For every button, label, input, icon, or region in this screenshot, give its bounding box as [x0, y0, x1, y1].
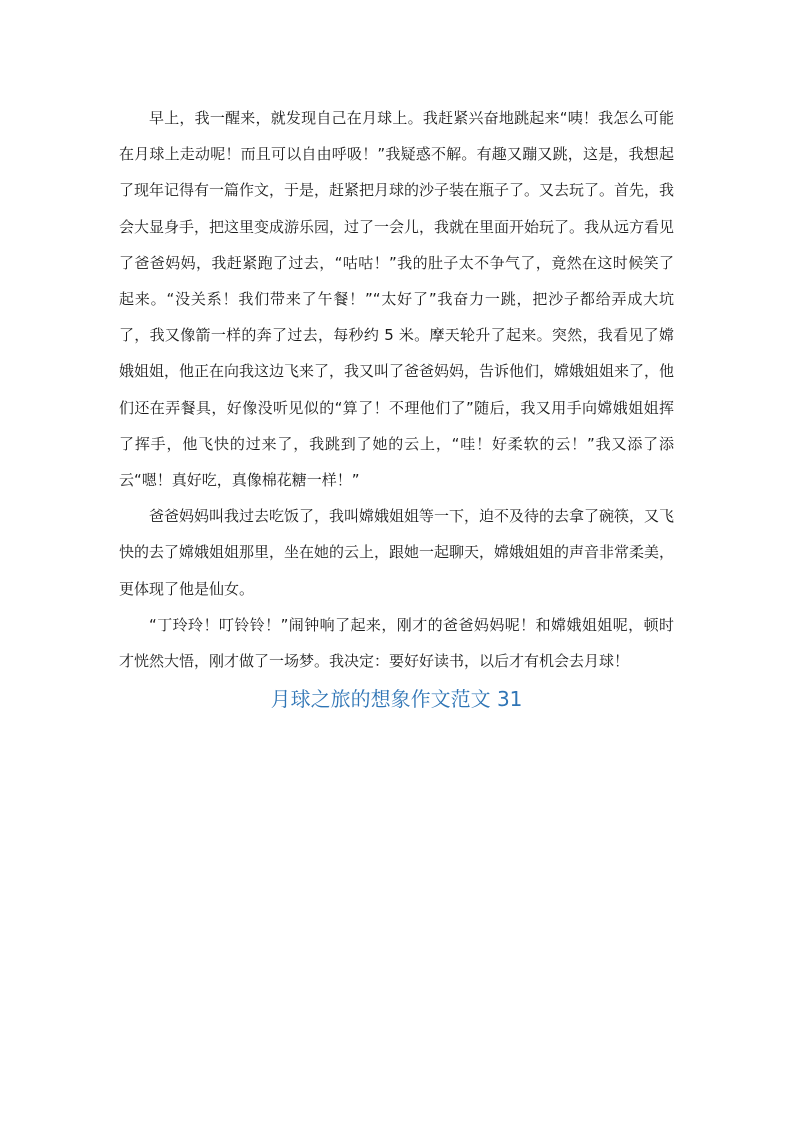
- section-heading: 月球之旅的想象作文范文 31: [270, 687, 523, 712]
- paragraph-1: 早上，我一醒来，就发现自己在月球上。我赶紧兴奋地跳起来“咦！我怎么可能在月球上走动呢！而且可以自由呼吸！”我疑惑不解。有趣又蹦又跳，这是，我想起了现年记得有一篇作文，于是，赶紧把月球的沙子装在瓶子了。又去玩了。首先，我会大显身手，把这里变成游乐园，过了一会儿，我就在里面开始玩了。我从远方看见了爸爸妈妈，我赶紧跑了过去，“咕咕！”我的肚子太不争气了，竟然在这时候笑了起来。“没关系！我们带来了午餐！”“太好了”我奋力一跳，把沙子都给弄成大坑了，我又像箭一样的奔了过去，每秒约 5 米。摩天轮升了起来。突然，我看见了嫦娥姐姐，他正在向我这边飞来了，我又叫了爸爸妈妈，告诉他们，嫦娥姐姐来了，他们还在弄餐具，好像没听见似的“算了！不理他们了”随后，我又用手向嫦娥姐姐挥了挥手，他飞快的过来了，我跳到了她的云上，“哇！好柔软的云！”我又添了添云“嗯！真好吃，真像棉花糖一样！”: [119, 109, 675, 490]
- document-body: [119, 100, 674, 717]
- paragraph-2: 爸爸妈妈叫我过去吃饭了，我叫嫦娥姐姐等一下，迫不及待的去拿了碗筷，又飞快的去了嫦娥姐姐那里，坐在她的云上，跟她一起聊天，嫦娥姐姐的声音非常柔美，更体现了他是仙女。: [119, 507, 675, 598]
- paragraph-3: “丁玲玲！叮铃铃！”闹钟响了起来，刚才的爸爸妈妈呢！和嫦娥姐姐呢，顿时才恍然大悟，刚才做了一场梦。我决定：要好好读书，以后才有机会去月球！: [119, 615, 674, 671]
